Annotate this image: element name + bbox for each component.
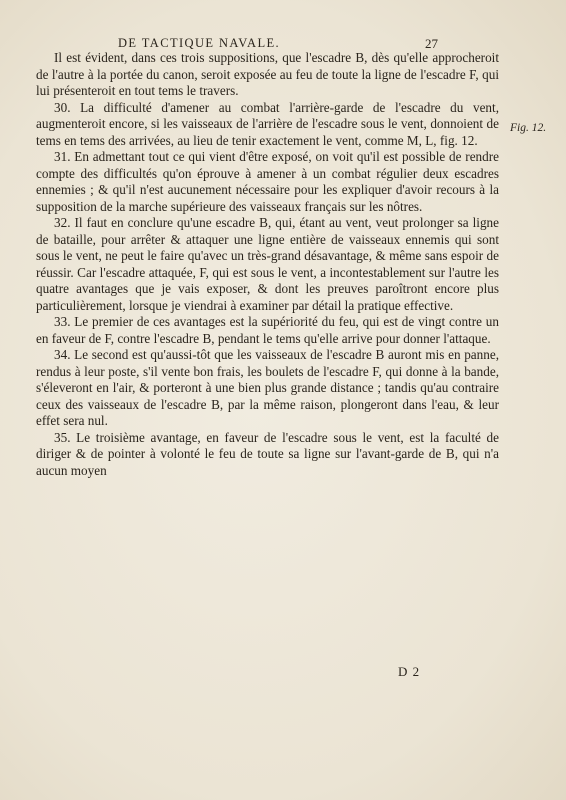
paragraph-33: 33. Le premier de ces avantages est la supériorité du feu, qui est de vingt contre un en faveur de F, contre l'escadre B, pendant le tems qu'elle arrive pour donner l'attaque.: [36, 314, 499, 346]
page-number: 27: [425, 36, 438, 51]
paragraph-35: 35. Le troisième avantage, en faveur de l'escadre sous le vent, est la faculté de diriger & de pointer à volonté le feu de toute sa ligne sur l'avant-garde de B, qui n'a aucun moyen: [36, 429, 499, 478]
paragraph-30: 30. La difficulté d'amener au combat l'arrière-garde de l'escadre du vent, augmenteroit encore, si les vaisseaux de l'arrière de l'escadre sous le vent, donnoient de tems en tems des arrivées, au lieu de tenir exactement le vent, comme M, L, fig. 12.: [36, 99, 499, 148]
signature-mark: D 2: [398, 664, 421, 679]
paragraph-32: 32. Il faut en conclure qu'une escadre B, qui, étant au vent, veut prolonger sa ligne de bataille, pour arrêter & attaquer une ligne entière de vaisseaux ennemis qui sont sous le vent, ne peut le faire qu'avec un très-grand désavantage, & même sans espoir de réussir. Car l'escadre attaquée, F, qui est sous le vent, a incontestablement sur l'autre les quatre avantages que je vais exposer, & dont les preuves paroîtront encore plus particulièrement, lorsque je viendrai à examiner par détail la pratique effective.: [36, 215, 499, 313]
paragraph-34: 34. Le second est qu'aussi-tôt que les vaisseaux de l'escadre B auront mis en panne, rendus à leur poste, s'il vente bon frais, les boulets de l'escadre F, qui donne à la bande, s'éleveront en l'air, & porteront à une bien plus grande distance ; tandis qu'au contraire ceux des vaisseaux de l'escadre B, par la même raison, plongeront dans l'eau, & leur effet sera nul.: [36, 347, 499, 428]
running-title: DE TACTIQUE NAVALE.: [118, 36, 281, 50]
body-text: [36, 50, 499, 479]
margin-note-fig: Fig. 12.: [510, 122, 547, 134]
paragraph: Il est évident, dans ces trois suppositions, que l'escadre B, dès qu'elle approcheroit de l'autre à la portée du canon, seroit exposée au feu de toute la ligne de l'escadre F, qui lui présenteroit en tout tems le travers.: [36, 50, 499, 98]
paragraph-31: 31. En admettant tout ce qui vient d'être exposé, on voit qu'il est possible de rendre compte des difficultés qu'on éprouve à amener à un combat régulier deux escadres ennemies ; & qu'il n'est aucunement nécessaire pour les expliquer d'avoir recours à la supposition de la marche supérieure des vaisseaux français sur les nôtres.: [36, 149, 499, 214]
